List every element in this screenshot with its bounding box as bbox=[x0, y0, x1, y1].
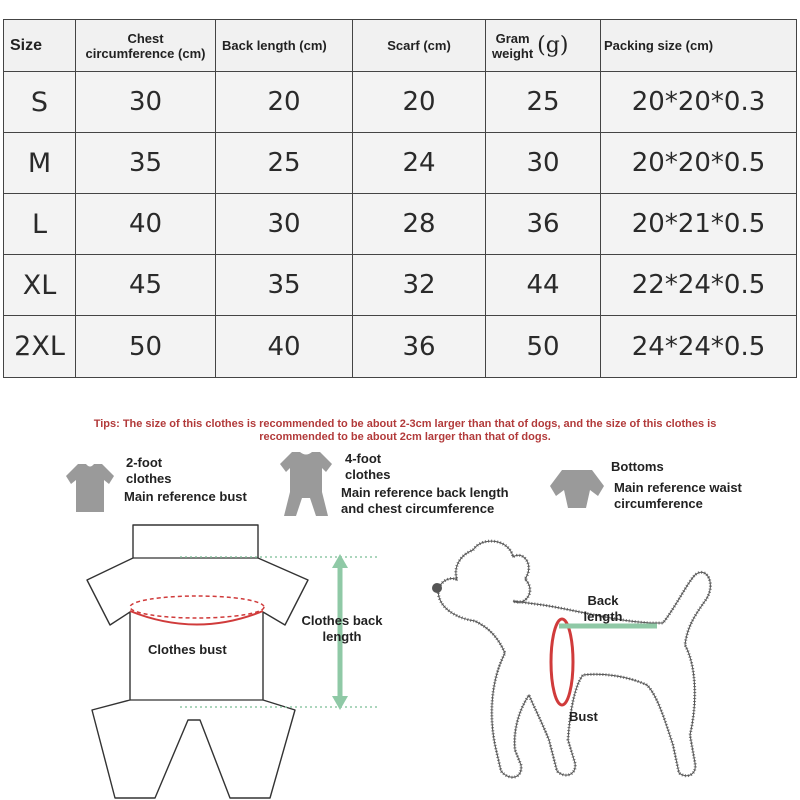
cell-gram-weight: 44 bbox=[486, 255, 601, 316]
clothes-bust-label: Clothes bust bbox=[148, 642, 227, 657]
cell-chest: 35 bbox=[76, 133, 216, 194]
header-chest-line1: Chest bbox=[127, 30, 164, 46]
tips-line2: recommended to be about 2cm larger than that of dogs. bbox=[259, 431, 551, 443]
cell-packing-size: 20*21*0.5 bbox=[601, 194, 797, 255]
four-foot-ref-line1: Main reference back length bbox=[341, 485, 509, 500]
cell-chest: 50 bbox=[76, 316, 216, 378]
four-foot-ref-line2: and chest circumference bbox=[341, 501, 495, 516]
four-foot-title bbox=[345, 451, 391, 483]
cell-back-length: 20 bbox=[216, 72, 353, 133]
dog-bust-label: Bust bbox=[569, 709, 598, 724]
header-gram-weight bbox=[486, 20, 601, 72]
cell-size: L bbox=[4, 194, 76, 255]
header-gram-line1: Gram bbox=[495, 30, 530, 46]
header-gram-text bbox=[492, 31, 533, 61]
cell-chest: 40 bbox=[76, 194, 216, 255]
table-row bbox=[4, 72, 797, 133]
clothes-measurement-diagram bbox=[70, 520, 390, 800]
cell-back-length: 35 bbox=[216, 255, 353, 316]
four-foot-title-line1: 4-foot bbox=[345, 451, 382, 466]
header-scarf: Scarf (cm) bbox=[353, 20, 486, 72]
cell-gram-weight: 36 bbox=[486, 194, 601, 255]
two-foot-reference: Main reference bust bbox=[124, 489, 247, 504]
header-chest bbox=[76, 20, 216, 72]
cell-gram-weight: 50 bbox=[486, 316, 601, 378]
cell-packing-size: 22*24*0.5 bbox=[601, 255, 797, 316]
header-back-length: Back length (cm) bbox=[216, 20, 353, 72]
clothes-back-line2: length bbox=[322, 629, 362, 644]
bottoms-reference bbox=[614, 480, 742, 512]
cell-packing-size: 20*20*0.3 bbox=[601, 72, 797, 133]
bottoms-title: Bottoms bbox=[611, 459, 664, 474]
cell-scarf: 32 bbox=[353, 255, 486, 316]
dog-back-line2: length bbox=[583, 609, 623, 624]
cell-chest: 45 bbox=[76, 255, 216, 316]
dog-back-length-label bbox=[578, 593, 628, 625]
bottoms-ref-line1: Main reference waist bbox=[614, 480, 742, 495]
table-header-row bbox=[4, 20, 797, 72]
dog-back-line1: Back bbox=[587, 593, 619, 608]
header-gram-unit: (g) bbox=[537, 33, 569, 58]
four-foot-reference bbox=[341, 485, 509, 517]
tips-line1: Tips: The size of this clothes is recommended to be about 2-3cm larger than that of dogs, and the size of this clothes is bbox=[93, 418, 717, 430]
cell-scarf: 24 bbox=[353, 133, 486, 194]
cell-back-length: 40 bbox=[216, 316, 353, 378]
size-tips bbox=[60, 418, 750, 444]
cell-gram-weight: 30 bbox=[486, 133, 601, 194]
header-packing-size: Packing size (cm) bbox=[601, 20, 797, 72]
cell-scarf: 36 bbox=[353, 316, 486, 378]
cell-scarf: 28 bbox=[353, 194, 486, 255]
header-gram-line2: weight bbox=[492, 45, 534, 61]
header-chest-line2: circumference (cm) bbox=[85, 45, 206, 61]
cell-packing-size: 24*24*0.5 bbox=[601, 316, 797, 378]
table-row bbox=[4, 316, 797, 378]
table-row bbox=[4, 133, 797, 194]
dog-measurement-diagram bbox=[425, 535, 735, 795]
cell-scarf: 20 bbox=[353, 72, 486, 133]
two-foot-shirt-icon bbox=[64, 460, 116, 516]
cell-packing-size: 20*20*0.5 bbox=[601, 133, 797, 194]
table-row bbox=[4, 194, 797, 255]
two-foot-title-line2: clothes bbox=[126, 471, 172, 486]
cell-back-length: 25 bbox=[216, 133, 353, 194]
two-foot-title bbox=[126, 455, 172, 487]
two-foot-title-line1: 2-foot bbox=[126, 455, 163, 470]
cell-size: M bbox=[4, 133, 76, 194]
bottoms-ref-line2: circumference bbox=[614, 496, 703, 511]
cell-chest: 30 bbox=[76, 72, 216, 133]
cell-size: S bbox=[4, 72, 76, 133]
table-row bbox=[4, 255, 797, 316]
size-chart-table bbox=[3, 19, 797, 378]
header-size: Size bbox=[4, 20, 76, 72]
cell-gram-weight: 25 bbox=[486, 72, 601, 133]
cell-back-length: 30 bbox=[216, 194, 353, 255]
clothes-back-length-label bbox=[296, 613, 388, 645]
bottoms-icon bbox=[548, 468, 606, 512]
cell-size: 2XL bbox=[4, 316, 76, 378]
four-foot-title-line2: clothes bbox=[345, 467, 391, 482]
clothes-back-line1: Clothes back bbox=[301, 613, 383, 628]
four-foot-suit-icon bbox=[278, 448, 334, 520]
cell-size: XL bbox=[4, 255, 76, 316]
